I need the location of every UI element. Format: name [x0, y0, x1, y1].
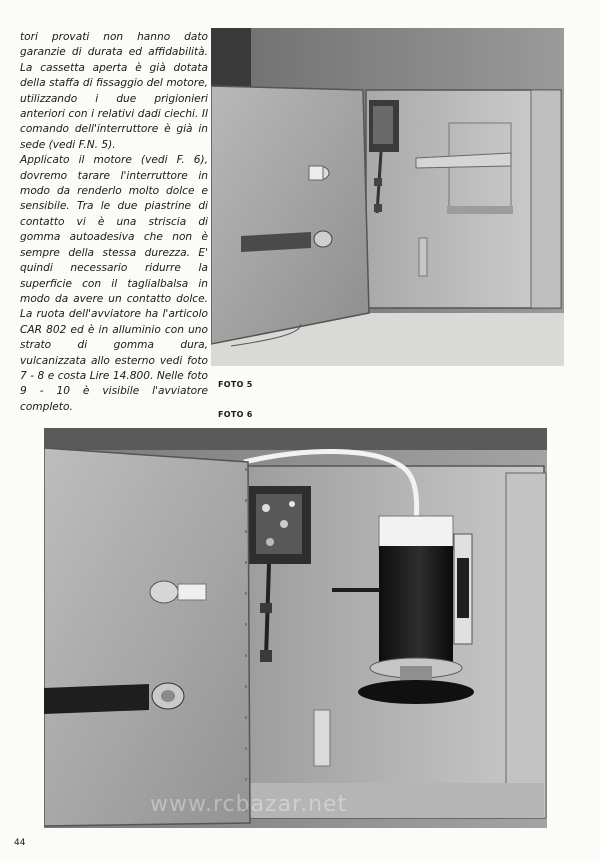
article-paragraph: Applicato il motore (vedi F. 6), dovremo tarare l'interruttore in modo da renderlo molto dolce e sensibile. Tra le due piastrine di contatto vi è una striscia di gomma autoadesiva che non è sempre della stessa durezza. E' quindi necessario ridurre la superficie con il taglialbalsa in modo da avere un contatto dolce. La ruota dell'avviatore ha l'articolo CAR 802 ed è in alluminio con uno strato di gomma dura, vulcanizzata allo esterno vedi foto 7 - 8 e costa Lire 14.800. Nelle foto 9 - 10 è visibile l'avviatore completo.: [20, 154, 208, 413]
photo-5-image: [211, 28, 564, 366]
article-paragraph: tori provati non hanno dato garanzie di durata ed affidabilità. La cassetta aperta è già dotata della staffa di fissaggio del motore, utilizzando i due prigionieri anteriori con i relativi dadi ciechi. Il comando dell'interruttore è già in sede (vedi F.N. 5).: [20, 31, 208, 151]
photo-6: [44, 428, 547, 828]
photo-6-caption: FOTO 6: [218, 410, 253, 419]
photo-6-image: [44, 428, 547, 828]
photo-5: [211, 28, 564, 366]
article-text: [20, 30, 208, 415]
watermark: www.rcbazar.net: [150, 792, 348, 817]
photo-5-caption: FOTO 5: [218, 380, 253, 389]
page-number: 44: [14, 838, 26, 848]
